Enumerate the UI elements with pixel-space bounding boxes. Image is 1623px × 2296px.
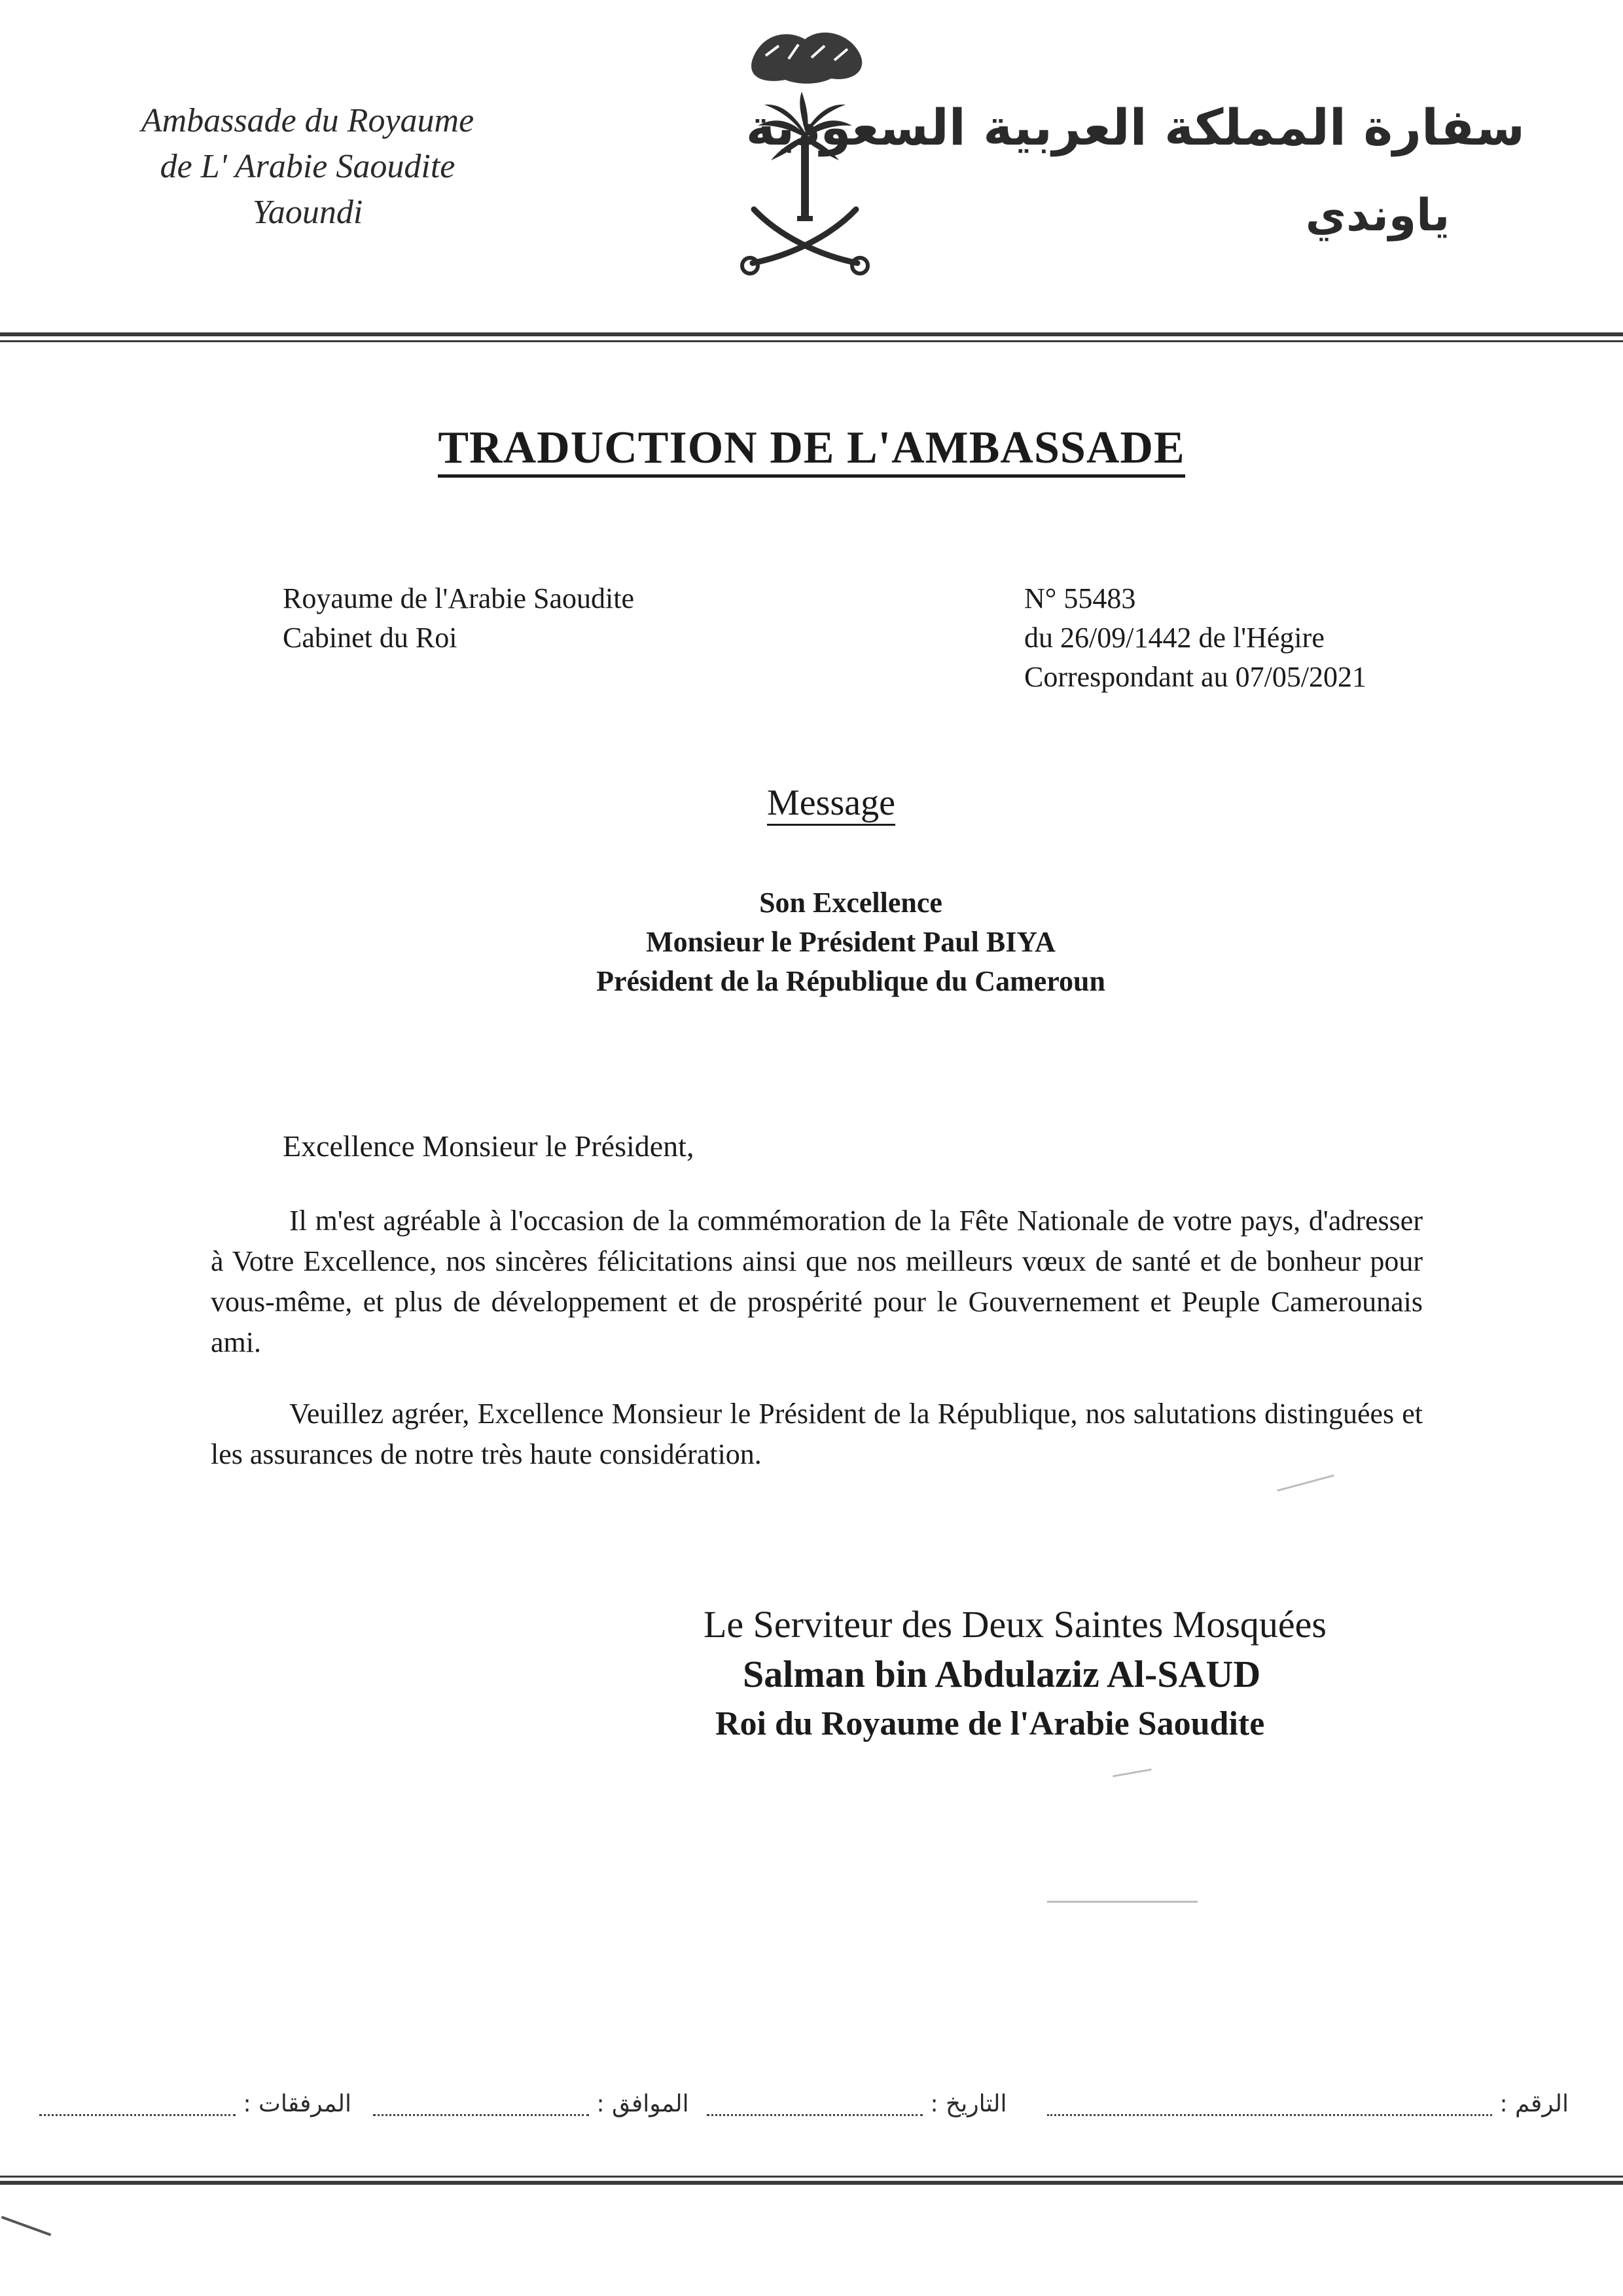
signature-name: Salman bin Abdulaziz Al-SAUD bbox=[743, 1653, 1261, 1695]
reference-number-line: N° 55483 bbox=[1024, 582, 1136, 614]
letterhead-arabic-city: ياوندي bbox=[1305, 190, 1450, 241]
addressee-line-2: Monsieur le Président Paul BIYA bbox=[646, 926, 1056, 958]
footer-date-label: التاريخ : bbox=[930, 2091, 1007, 2117]
scan-mark bbox=[1277, 1474, 1334, 1491]
footer-date bbox=[707, 2091, 1007, 2117]
body-paragraph-1: Il m'est agréable à l'occasion de la commémoration de la Fête Nationale de votre pays, d'adresser à Votre Excellence, nos sincères félicitations ainsi que nos meilleurs vœux de santé et de bonheur pour vous-même, et plus de développement et de prospérité pour le Gouvernement et Peuple Camerounais ami. bbox=[211, 1205, 1423, 1358]
letterhead-arabic bbox=[745, 92, 1525, 249]
footer-corresponding-dots bbox=[373, 2094, 589, 2116]
reference-hegira-date: du 26/09/1442 de l'Hégire bbox=[1024, 622, 1325, 654]
footer-number-label: الرقم : bbox=[1499, 2091, 1569, 2117]
addressee-line-3: Président de la République du Cameroun bbox=[596, 965, 1105, 997]
footer-attachments-label: المرفقات : bbox=[243, 2091, 351, 2117]
signature-title: Le Serviteur des Deux Saintes Mosquées bbox=[704, 1603, 1327, 1646]
footer-number bbox=[1047, 2091, 1569, 2117]
addressee-block bbox=[0, 883, 1623, 1001]
footer-attachments bbox=[39, 2091, 351, 2117]
signature-block bbox=[704, 1600, 1423, 1749]
footer-corresponding bbox=[373, 2091, 689, 2117]
scan-mark bbox=[1, 2216, 52, 2236]
message-heading: Message bbox=[0, 782, 1623, 824]
header-rule-top bbox=[0, 332, 1623, 336]
scan-mark bbox=[1047, 1901, 1198, 1903]
letterhead-line-3: Yaoundi bbox=[252, 194, 363, 231]
reference-issuer-line-1: Royaume de l'Arabie Saoudite bbox=[283, 582, 635, 614]
reference-number bbox=[1024, 579, 1366, 697]
salutation: Excellence Monsieur le Président, bbox=[283, 1129, 694, 1163]
footer-corresponding-label: الموافق : bbox=[596, 2091, 689, 2117]
footer-rule-bottom bbox=[0, 2181, 1623, 2185]
letterhead-arabic-name: سفارة المملكة العربية السعودية bbox=[745, 98, 1525, 156]
body-paragraph-2: Veuillez agréer, Excellence Monsieur le Président de la République, nos salutations distinguées et les assurances de notre très haute considération. bbox=[211, 1398, 1423, 1470]
reference-issuer bbox=[283, 579, 634, 658]
footer-rule-top bbox=[0, 2176, 1623, 2178]
footer-fields bbox=[39, 2091, 1584, 2130]
letterhead-line-1: Ambassade du Royaume bbox=[141, 102, 474, 139]
signature-position: Roi du Royaume de l'Arabie Saoudite bbox=[715, 1705, 1265, 1742]
footer-number-dots bbox=[1047, 2094, 1492, 2116]
footer-attachments-dots bbox=[39, 2094, 236, 2116]
scan-mark bbox=[1113, 1769, 1152, 1777]
addressee-line-1: Son Excellence bbox=[759, 887, 942, 919]
letterhead-line-2: de L' Arabie Saoudite bbox=[160, 148, 455, 185]
letterhead-french bbox=[72, 98, 543, 236]
reference-issuer-line-2: Cabinet du Roi bbox=[283, 622, 457, 654]
document-title: TRADUCTION DE L'AMBASSADE bbox=[0, 422, 1623, 474]
footer-date-dots bbox=[707, 2094, 923, 2116]
reference-gregorian-date: Correspondant au 07/05/2021 bbox=[1024, 661, 1367, 693]
header-rule-bottom bbox=[0, 340, 1623, 342]
